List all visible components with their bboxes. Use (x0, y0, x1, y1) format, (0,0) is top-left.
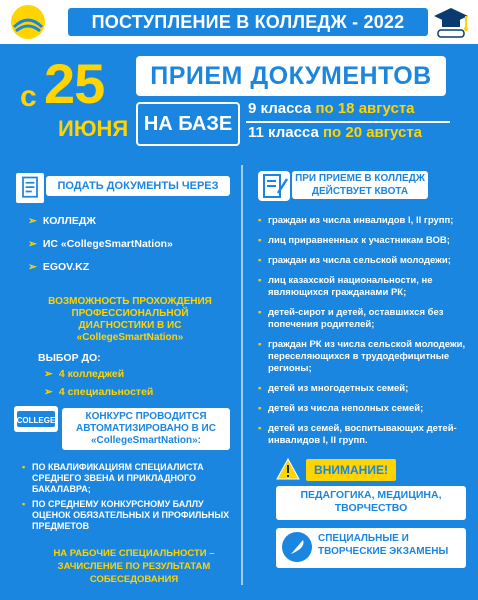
list-item: ➢ 4 специальностей (44, 386, 154, 398)
grade11-deadline (248, 124, 422, 141)
page-title: ПОСТУПЛЕНИЕ В КОЛЛЕДЖ - 2022 (68, 8, 428, 36)
date-day: 25 (44, 52, 105, 115)
arrow-icon: ➢ (44, 368, 53, 380)
priem-title: ПРИЕМ ДОКУМЕНТОВ (136, 56, 446, 96)
grade9-date: по 18 августа (315, 100, 415, 117)
submit-docs-title: ПОДАТЬ ДОКУМЕНТЫ ЧЕРЕЗ (46, 176, 230, 196)
list-item: ▪ граждан из числа инвалидов I, II групп; (258, 215, 470, 227)
column-divider (241, 165, 243, 585)
document-icon (14, 171, 46, 205)
exams-text: СПЕЦИАЛЬНЫЕ И ТВОРЧЕСКИЕ ЭКЗАМЕНЫ (318, 533, 449, 557)
competition-list (22, 462, 232, 536)
grade9-label: 9 класса (248, 100, 312, 117)
graduation-cap-icon (432, 4, 470, 40)
svg-text:COLLEGE: COLLEGE (16, 416, 56, 425)
fields-box: ПЕДАГОГИКА, МЕДИЦИНА, ТВОРЧЕСТВО (276, 486, 466, 520)
list-item: ▪ детей-сирот и детей, оставшихся без попечения родителей; (258, 307, 470, 331)
date-month: ИЮНЯ (58, 116, 129, 141)
arrow-icon: ➢ (28, 238, 37, 250)
list-item: ➢ 4 колледжей (44, 368, 125, 380)
list-item: ➢ EGOV.KZ (28, 261, 90, 273)
list-item: ▪ лиц приравненных к участникам ВОВ; (258, 235, 470, 247)
list-item: ▪ лиц казахской национальности, не являющихся гражданами РК; (258, 275, 470, 299)
list-item: ▪ граждан из числа сельской молодежи; (258, 255, 470, 267)
grade11-date: по 20 августа (322, 124, 423, 141)
list-item: ▪ ПО КВАЛИФИКАЦИЯМ СПЕЦИАЛИСТА СРЕДНЕГО ЗВЕНА И ПРИКЛАДНОГО БАКАЛАВРА; (22, 462, 232, 495)
competition-note: КОНКУРС ПРОВОДИТСЯ АВТОМАТИЗИРОВАНО В ИС «CollegeSmartNation»: (62, 408, 230, 450)
grade9-deadline (248, 100, 415, 117)
grade11-label: 11 класса (248, 124, 319, 141)
na-baze-label: НА БАЗЕ (136, 102, 240, 146)
college-badge-icon (14, 406, 58, 432)
warning-icon (276, 458, 300, 480)
quota-list (258, 215, 470, 455)
attention-badge: ВНИМАНИЕ! (306, 459, 396, 481)
checklist-icon (258, 171, 290, 201)
list-item: ▪ детей из числа неполных семей; (258, 403, 470, 415)
list-item: ➢ ИС «CollegeSmartNation» (28, 238, 173, 250)
arrow-icon: ➢ (28, 261, 37, 273)
list-item: ▪ ПО СРЕДНЕМУ КОНКУРСНОМУ БАЛЛУ ОЦЕНОК ОБЯЗАТЕЛЬНЫХ И ПРОФИЛЬНЫХ ПРЕДМЕТОВ (22, 499, 232, 532)
list-item: ▪ граждан РК из числа сельской молодежи, переселяющихся в трудодефицитные регионы; (258, 339, 470, 375)
choice-list (44, 368, 153, 404)
list-item: ➢ КОЛЛЕДЖ (28, 215, 96, 227)
arrow-icon: ➢ (44, 386, 53, 398)
date-prefix: с (20, 80, 37, 113)
deadline-divider (246, 121, 450, 123)
list-item: ▪ детей из семей, воспитывающих детей-инвалидов I, II групп. (258, 423, 470, 447)
quill-icon (282, 532, 312, 562)
arrow-icon: ➢ (28, 215, 37, 227)
choice-title: ВЫБОР ДО: (38, 352, 101, 364)
diagnostics-note: ВОЗМОЖНОСТЬ ПРОХОЖДЕНИЯ ПРОФЕССИОНАЛЬНОЙ ДИАГНОСТИКИ В ИС «CollegeSmartNation» (48, 296, 212, 343)
working-specialties-note: НА РАБОЧИЕ СПЕЦИАЛЬНОСТИ – ЗАЧИСЛЕНИЕ ПО РЕЗУЛЬТАТАМ СОБЕСЕДОВАНИЯ (53, 548, 215, 585)
college-logo-icon (6, 3, 50, 41)
channel-list (28, 215, 228, 284)
quota-title: ПРИ ПРИЕМЕ В КОЛЛЕДЖ ДЕЙСТВУЕТ КВОТА (292, 171, 428, 199)
list-item: ▪ детей из многодетных семей; (258, 383, 470, 395)
